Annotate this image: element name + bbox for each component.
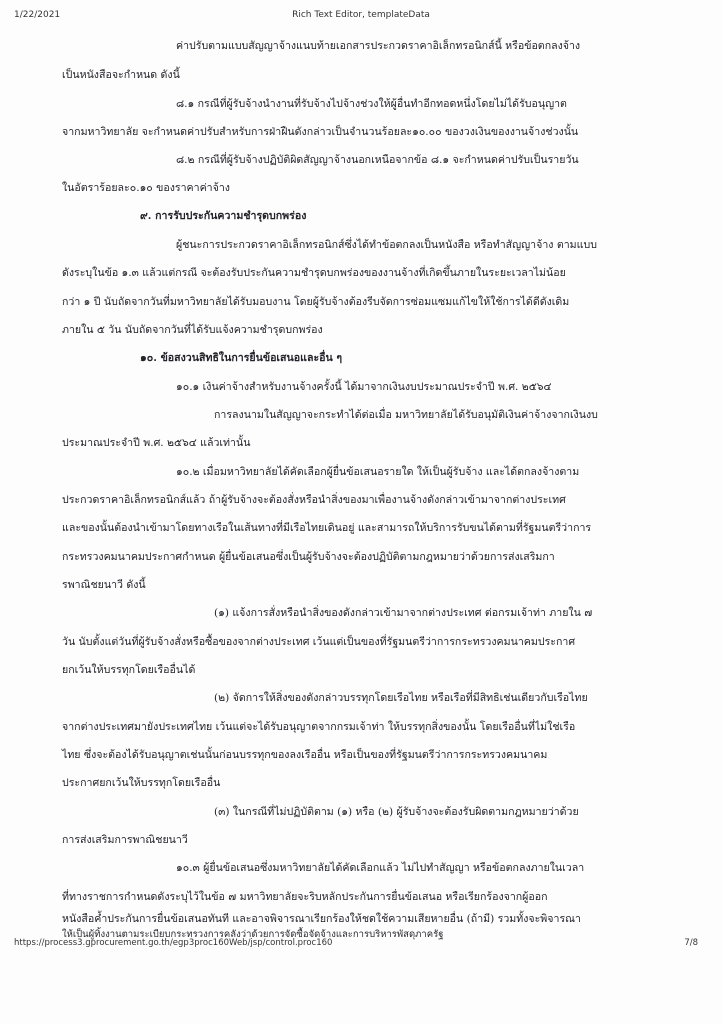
text-line: ๑๐.๓ ผู้ยื่นข้อเสนอซึ่งมหาวิทยาลัยได้คัดเลือกแล้ว ไม่ไปทำสัญญา หรือข้อตกลงภายในเวลา — [176, 862, 585, 874]
text-line: ประมาณประจำปี พ.ศ. ๒๕๖๔ แล้วเท่านั้น — [62, 437, 251, 449]
text-line: ๑๐.๒ เมื่อมหาวิทยาลัยได้คัดเลือกผู้ยื่นข้อเสนอรายใด ให้เป็นผู้รับจ้าง และได้ตกลงจ้างตาม — [176, 466, 580, 478]
text-line: ในอัตราร้อยละ๐.๑๐ ของราคาค่าจ้าง — [62, 182, 230, 194]
text-line: ผู้ชนะการประกวดราคาอิเล็กทรอนิกส์ซึ่งได้ทำข้อตกลงเป็นหนังสือ หรือทำสัญญาจ้าง ตามแบบ — [176, 239, 597, 251]
print-footer-url: https://process3.gprocurement.go.th/egp3proc160Web/jsp/control.proc160 — [14, 938, 333, 948]
text-line: จากต่างประเทศมายังประเทศไทย เว้นแต่จะได้รับอนุญาตจากกรมเจ้าท่า ให้บรรทุกสิ่งของนั้น โดยเรืออื่นที่ไม่ใช่เรือ — [62, 721, 576, 733]
text-line: ดังระบุในข้อ ๑.๓ แล้วแต่กรณี จะต้องรับประกันความชำรุดบกพร่องของงานจ้างที่เกิดขึ้นภายในระยะเวลาไม่น้อย — [62, 267, 566, 279]
text-line: ยกเว้นให้บรรทุกโดยเรืออื่นได้ — [62, 664, 196, 676]
text-line: ๑๐.๑ เงินค่าจ้างสำหรับงานจ้างครั้งนี้ ได้มาจากเงินงบประมาณประจำปี พ.ศ. ๒๕๖๔ — [176, 381, 552, 393]
text-line: ๘.๒ กรณีที่ผู้รับจ้างปฏิบัติผิดสัญญาจ้างนอกเหนือจากข้อ ๘.๑ จะกำหนดค่าปรับเป็นรายวัน — [176, 154, 579, 166]
text-line: เป็นหนังสือจะกำหนด ดังนี้ — [62, 69, 180, 81]
print-date: 1/22/2021 — [14, 10, 61, 20]
print-page-number: 7/8 — [684, 938, 698, 948]
text-line: กระทรวงคมนาคมประกาศกำหนด ผู้ยื่นข้อเสนอซึ่งเป็นผู้รับจ้างจะต้องปฏิบัติตามกฎหมายว่าด้วยการส่งเสริมกา — [62, 551, 555, 563]
text-line: รพาณิชยนาวี ดังนี้ — [62, 579, 146, 591]
text-line: ภายใน ๕ วัน นับถัดจากวันที่ได้รับแจ้งความชำรุดบกพร่อง — [62, 324, 323, 336]
text-line: ไทย ซึ่งจะต้องได้รับอนุญาตเช่นนั้นก่อนบรรทุกของลงเรืออื่น หรือเป็นของที่รัฐมนตรีว่าการกระทรวงคมนาคม — [62, 749, 548, 761]
text-line: ที่ทางราชการกำหนดดังระบุไว้ในข้อ ๗ มหาวิทยาลัยจะริบหลักประกันการยื่นข้อเสนอ หรือเรียกร้องจากผู้ออก — [62, 891, 548, 903]
text-line: ค่าปรับตามแบบสัญญาจ้างแนบท้ายเอกสารประกวดราคาอิเล็กทรอนิกส์นี้ หรือข้อตกลงจ้าง — [176, 40, 581, 52]
text-line: ประกวดราคาอิเล็กทรอนิกส์แล้ว ถ้าผู้รับจ้างจะต้องสั่งหรือนำสิ่งของมาเพื่องานจ้างดังกล่าวเข้ามาจากต่างประเทศ — [62, 494, 566, 506]
text-line: ให้เป็นผู้ทิ้งงานตามระเบียบกระทรวงการคลังว่าด้วยการจัดซื้อจัดจ้างและการบริหารพัสดุภาครัฐ — [62, 929, 444, 940]
text-line: หนังสือค้ำประกันการยื่นข้อเสนอทันที และอาจพิจารณาเรียกร้องให้ชดใช้ความเสียหายอื่น (ถ้ามี) รวมทั้งจะพิจารณา — [62, 913, 581, 925]
text-line: ประกาศยกเว้นให้บรรทุกโดยเรืออื่น — [62, 777, 221, 789]
text-line: วัน นับตั้งแต่วันที่ผู้รับจ้างสั่งหรือซื้อของจากต่างประเทศ เว้นแต่เป็นของที่รัฐมนตรีว่าการกระทรวงคมนาคมประกาศ — [62, 636, 576, 648]
section-heading-9: ๙. การรับประกันความชำรุดบกพร่อง — [140, 210, 307, 222]
print-title: Rich Text Editor, templateData — [292, 10, 430, 20]
text-line: ๘.๑ กรณีที่ผู้รับจ้างนำงานที่รับจ้างไปจ้างช่วงให้ผู้อื่นทำอีกทอดหนึ่งโดยไม่ได้รับอนุญาต — [176, 98, 567, 110]
text-line: (๑) แจ้งการสั่งหรือนำสิ่งของดังกล่าวเข้ามาจากต่างประเทศ ต่อกรมเจ้าท่า ภายใน ๗ — [214, 607, 593, 619]
text-line: การส่งเสริมการพาณิชยนาวี — [62, 834, 188, 846]
text-line: (๓) ในกรณีที่ไม่ปฏิบัติตาม (๑) หรือ (๒) ผู้รับจ้างจะต้องรับผิดตามกฎหมายว่าด้วย — [214, 806, 579, 818]
text-line: จากมหาวิทยาลัย จะกำหนดค่าปรับสำหรับการฝ่าฝืนดังกล่าวเป็นจำนวนร้อยละ๑๐.๐๐ ของวงเงินของงานจ้างช่วงนั้น — [62, 126, 579, 138]
section-heading-10: ๑๐. ข้อสงวนสิทธิในการยื่นข้อเสนอและอื่น ๆ — [140, 352, 343, 364]
text-line: การลงนามในสัญญาจะกระทำได้ต่อเมื่อ มหาวิทยาลัยได้รับอนุมัติเงินค่าจ้างจากเงินงบ — [214, 409, 598, 421]
text-line: กว่า ๑ ปี นับถัดจากวันที่มหาวิทยาลัยได้รับมอบงาน โดยผู้รับจ้างต้องรีบจัดการซ่อมแซมแก้ไขให้ใช้การได้ดีดังเดิม — [62, 296, 570, 308]
text-line: และของนั้นต้องนำเข้ามาโดยทางเรือในเส้นทางที่มีเรือไทยเดินอยู่ และสามารถให้บริการรับขนได้ตามที่รัฐมนตรีว่าการ — [62, 522, 592, 534]
text-line: (๒) จัดการให้สิ่งของดังกล่าวบรรทุกโดยเรือไทย หรือเรือที่มีสิทธิเช่นเดียวกับเรือไทย — [214, 692, 588, 704]
